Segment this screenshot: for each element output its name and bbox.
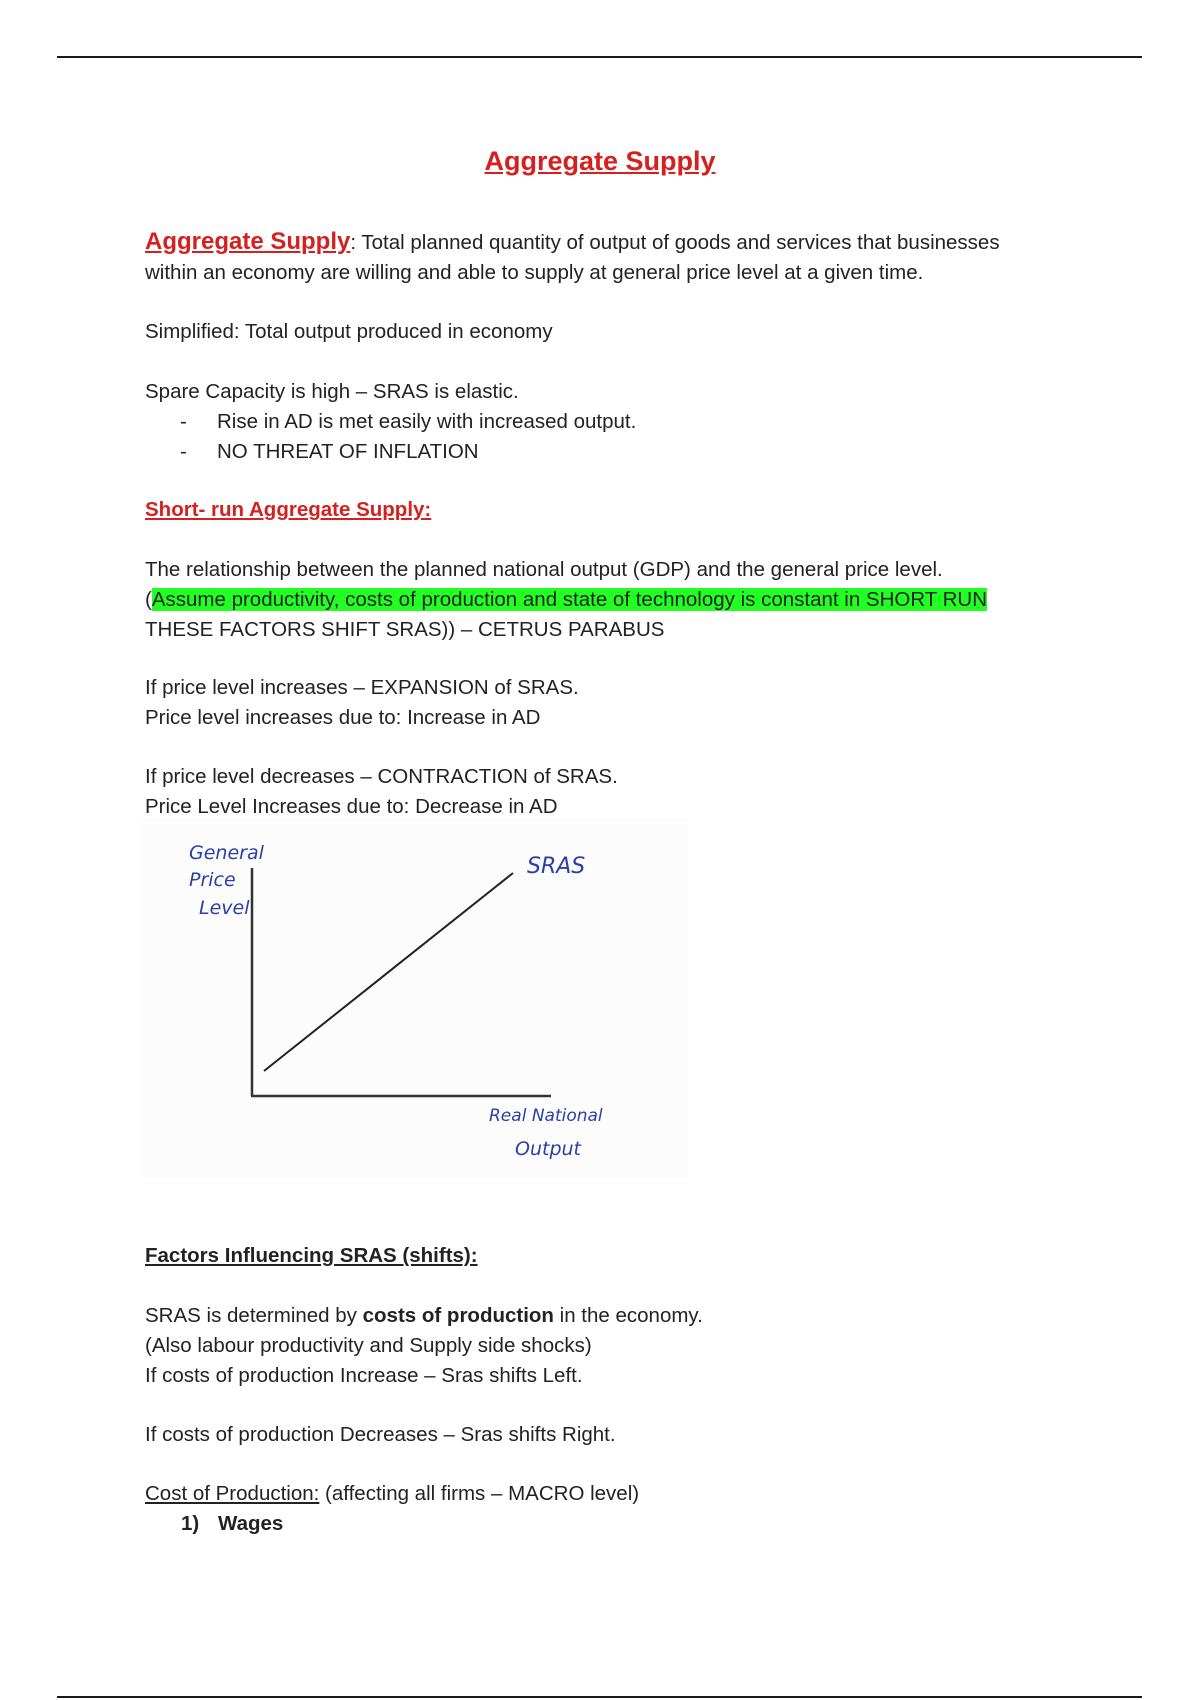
factors-heading: Factors Influencing SRAS (shifts): <box>145 1244 478 1267</box>
page-title: Aggregate Supply <box>484 146 716 176</box>
sras-curve <box>264 873 513 1071</box>
x-axis-label-1: Real National <box>489 1106 603 1126</box>
definition-text-2: within an economy are willing and able to supply at general price level at a given time. <box>145 261 924 284</box>
spare-capacity-heading: Spare Capacity is high – SRAS is elastic. <box>145 380 519 403</box>
highlighted-assumption: Assume productivity, costs of production and state of technology is constant in SHORT RUN <box>151 588 988 611</box>
costs-of-production-bold: costs of production <box>362 1304 554 1327</box>
bottom-rule <box>57 1696 1142 1698</box>
bullet-item: - NO THREAT OF INFLATION <box>180 440 479 463</box>
cost-label: Cost of Production: <box>145 1482 320 1505</box>
definition-term: Aggregate Supply <box>145 228 351 255</box>
increase-block: If price level increases – EXPANSION of SRAS. Price level increases due to: Increase in AD <box>145 676 579 729</box>
decrease-block: If price level decreases – CONTRACTION of SRAS. Price Level Increases due to: Decrease in AD <box>145 765 618 818</box>
factors-line-4: If costs of production Decreases – Sras shifts Right. <box>145 1423 616 1446</box>
srun-line-3: THESE FACTORS SHIFT SRAS)) – CETRUS PARABUS <box>145 618 665 641</box>
y-axis-label-3: Level <box>199 897 250 919</box>
list-item: 1) Wages <box>181 1512 284 1535</box>
bullet-item: - Rise in AD is met easily with increased output. <box>180 410 637 433</box>
srun-heading: Short- run Aggregate Supply: <box>145 498 432 521</box>
sras-diagram <box>143 818 688 1178</box>
definition-text-1: : Total planned quantity of output of goods and services that businesses <box>350 231 1000 254</box>
factors-block: SRAS is determined by costs of production in the economy. (Also labour productivity and Supply side shocks) If costs of production Increase – Sras shifts Left. <box>145 1304 703 1387</box>
x-axis-label-2: Output <box>515 1138 581 1160</box>
simplified-text: Simplified: Total output produced in economy <box>145 320 553 343</box>
definition-block <box>145 227 1065 288</box>
cost-of-production-block: Cost of Production: (affecting all firms – MACRO level) 1) Wages <box>145 1479 1065 1539</box>
srun-line-1: The relationship between the planned national output (GDP) and the general price level. <box>145 558 943 581</box>
y-axis-label-2: Price <box>189 869 236 891</box>
top-rule <box>57 56 1142 58</box>
sras-label: SRAS <box>527 854 586 879</box>
srun-definition: The relationship between the planned national output (GDP) and the general price level. (Assume productivity, costs of production and state of technology is constant in SHORT RUN THESE FACTORS SHIFT SRAS)) – CETRUS PARABUS <box>145 555 1065 645</box>
y-axis-label-1: General <box>189 842 264 864</box>
spare-capacity-block <box>145 377 1065 467</box>
